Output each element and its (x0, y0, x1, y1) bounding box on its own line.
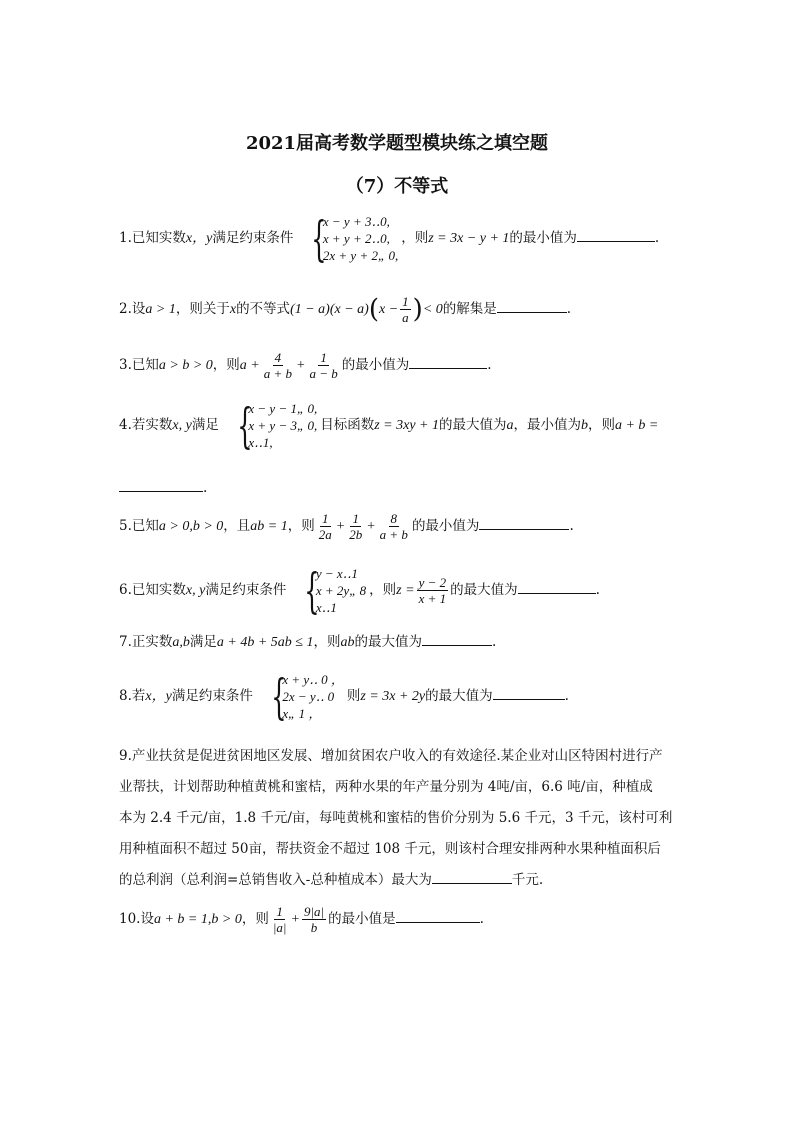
answer-blank (422, 633, 492, 646)
question-5: 5.已知a > 0,b > 0，且ab = 1，则 $\frac{1}{2a}$ + $\frac{1}{2b}$ + $\frac{8}{a + b}$ 的最小值为 . (119, 511, 574, 542)
answer-blank (493, 687, 565, 700)
answer-blank (577, 229, 655, 242)
question-2: 2.设a > 1，则关于x的不等式(1 − a)(x − a)(x − $\frac{1}{a}$ )< 0的解集是 . (119, 294, 572, 325)
question-7: 7.正实数a,b满足a + 4b + 5ab ≤ 1，则ab的最大值为 . (119, 634, 497, 650)
constraint-system: { y − x‥1 x + 2y„ 8 x‥1 (304, 562, 367, 619)
constraint-system: { x + y‥ 0 ， 2x − y‥ 0 x„ 1 ， (271, 668, 344, 725)
question-1: 1.已知实数x，y满足约束条件 { x − y + 3‥0, x + y + 2‥0, 2x + y + 2„ 0, ，则z = 3x − y + 1的最小值为 . (119, 210, 660, 267)
answer-blank (409, 356, 487, 369)
question-4-blank-line: . (119, 478, 207, 498)
question-4: 4.若实数x, y满足 { x − y − 1„ 0, x + y − 3„ 0, x‥1, 目标函数z = 3xy + 1的最大值为a，最小值为b，则a + b = (119, 397, 659, 454)
answer-blank (119, 479, 203, 492)
question-8: 8.若x，y满足约束条件 { x + y‥ 0 ， 2x − y‥ 0 x„ 1 ， 则z = 3x + 2y的最大值为 . (119, 668, 569, 725)
answer-blank (432, 871, 512, 884)
constraint-system: { x − y − 1„ 0, x + y − 3„ 0, x‥1, (237, 397, 318, 454)
constraint-system: { x − y + 3‥0, x + y + 2‥0, 2x + y + 2„ 0, (311, 210, 399, 267)
answer-blank (396, 910, 480, 923)
question-3: 3.已知a > b > 0，则a + $\frac{4}{a + b}$ + $\frac{1}{a - b}$ 的最小值为 . (119, 350, 492, 381)
question-10: 10.设a + b = 1,b > 0，则 $\frac{1}{|a|}$ + $\frac{9|a|}{b}$ 的最小值是 . (119, 904, 484, 935)
answer-blank (497, 300, 567, 313)
page-subtitle: （7）不等式 (345, 176, 449, 197)
answer-blank (479, 517, 569, 530)
question-9: 9.产业扶贫是促进贫困地区发展、增加贫困农户收入的有效途径.某企业对山区特困村进行产 业帮扶，计划帮助种植黄桃和蜜桔，两种水果的年产量分别为 4吨/亩，6.6 吨/亩，种植成 本为 2.4 千元/亩，1.8 千元/亩，每吨黄桃和蜜桔的售价分别为 5.6 千元，3 千元，该村可利 用种植面积不超过 50亩，帮扶资金不超过 108 千元，则该村合理安排两种水果种植面积后 的总利润（总利润=总销售收入-总种植成本）最大为 千元. (119, 748, 673, 888)
answer-blank (518, 581, 596, 594)
page-title: 2021届高考数学题型模块练之填空题 (245, 133, 549, 154)
question-6: 6.已知实数x, y满足约束条件 { y − x‥1 x + 2y„ 8 x‥1 ，则z = $\frac{y - 2}{x + 1}$ 的最大值为 . (119, 562, 600, 619)
